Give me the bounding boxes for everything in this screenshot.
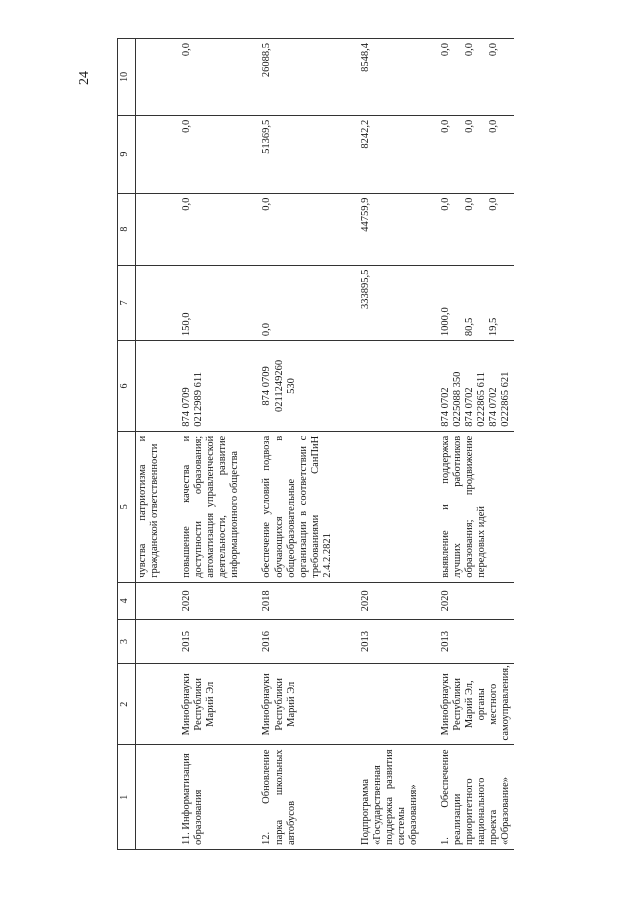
cell-value-7: 0,0 bbox=[257, 265, 355, 341]
program-table bbox=[117, 38, 514, 850]
col-header-1: 1 bbox=[118, 745, 136, 850]
cell-value-9: 51369,5 bbox=[257, 115, 355, 193]
table-row bbox=[169, 39, 257, 850]
cell-value-7 bbox=[136, 265, 170, 341]
cell-result bbox=[356, 431, 436, 582]
cell-executor: Минобрнауки Республики Марий Эл, органы местного самоуправления, bbox=[436, 664, 513, 745]
cell-value-10 bbox=[136, 39, 170, 116]
col-header-4: 4 bbox=[118, 582, 136, 619]
table-row bbox=[136, 39, 170, 850]
cell-value-8 bbox=[136, 193, 170, 265]
col-header-7: 7 bbox=[118, 265, 136, 341]
cell-end-year bbox=[136, 582, 170, 619]
col-header-2: 2 bbox=[118, 664, 136, 745]
cell-value-10: 26088,5 bbox=[257, 39, 355, 116]
cell-executor bbox=[356, 664, 436, 745]
cell-start-year: 2013 bbox=[356, 619, 436, 663]
cell-end-year: 2020 bbox=[356, 582, 436, 619]
cell-value-10: 0,0 0,0 0,0 bbox=[436, 39, 513, 116]
cell-value-10: 8548,4 bbox=[356, 39, 436, 116]
cell-budget-code: 874 0709 0212989 611 bbox=[169, 341, 257, 432]
cell-value-8: 0,0 bbox=[169, 193, 257, 265]
cell-value-8: 44759,9 bbox=[356, 193, 436, 265]
table-row bbox=[356, 39, 436, 850]
col-header-9: 9 bbox=[118, 115, 136, 193]
cell-value-9: 0,0 bbox=[169, 115, 257, 193]
col-header-3: 3 bbox=[118, 619, 136, 663]
cell-end-year: 2020 bbox=[436, 582, 513, 619]
table-row bbox=[257, 39, 355, 850]
cell-result: повышение качества и доступности образования; автоматизация управленческой деятельности, развитие информационного общества bbox=[169, 431, 257, 582]
col-header-10: 10 bbox=[118, 39, 136, 116]
cell-value-8: 0,0 bbox=[257, 193, 355, 265]
cell-end-year: 2020 bbox=[169, 582, 257, 619]
cell-value-9: 8242,2 bbox=[356, 115, 436, 193]
cell-executor bbox=[136, 664, 170, 745]
cell-budget-code bbox=[356, 341, 436, 432]
cell-result: чувства патриотизма и гражданской ответственности bbox=[136, 431, 170, 582]
col-header-5: 5 bbox=[118, 431, 136, 582]
cell-budget-code bbox=[136, 341, 170, 432]
cell-budget-code: 874 0709 0211249260 530 bbox=[257, 341, 355, 432]
cell-result: обеспечение условий подвоза обучающихся в общеобразовательные организации в соответствии с требованиями СанПиН 2.4.2.2821 bbox=[257, 431, 355, 582]
cell-value-7: 150,0 bbox=[169, 265, 257, 341]
cell-value-7: 1000,0 80,5 19,5 bbox=[436, 265, 513, 341]
col-header-6: 6 bbox=[118, 341, 136, 432]
cell-task: 12. Обновление парка школьных автобусов bbox=[257, 745, 355, 850]
cell-executor: Минобрнауки Республики Марий Эл bbox=[257, 664, 355, 745]
cell-start-year: 2013 bbox=[436, 619, 513, 663]
cell-end-year: 2018 bbox=[257, 582, 355, 619]
cell-value-9 bbox=[136, 115, 170, 193]
cell-executor: Минобрнауки Республики Марий Эл bbox=[169, 664, 257, 745]
cell-start-year bbox=[136, 619, 170, 663]
col-header-8: 8 bbox=[118, 193, 136, 265]
cell-start-year: 2015 bbox=[169, 619, 257, 663]
cell-start-year: 2016 bbox=[257, 619, 355, 663]
cell-task: Подпрограмма «Государственная поддержка развития системы образования» bbox=[356, 745, 436, 850]
rotated-page bbox=[117, 38, 617, 850]
cell-task: 11. Информатизация образования bbox=[169, 745, 257, 850]
cell-value-7: 333895,5 bbox=[356, 265, 436, 341]
cell-value-9: 0,0 0,0 0,0 bbox=[436, 115, 513, 193]
cell-value-8: 0,0 0,0 0,0 bbox=[436, 193, 513, 265]
header-row bbox=[118, 39, 136, 850]
cell-task bbox=[136, 745, 170, 850]
cell-budget-code: 874 0702 0225088 350 874 0702 0222865 611 874 0702 0222865 621 bbox=[436, 341, 513, 432]
table-row bbox=[436, 39, 513, 850]
cell-value-10: 0,0 bbox=[169, 39, 257, 116]
cell-task: 1. Обеспечение реализации приоритетного национального проекта «Образование» bbox=[436, 745, 513, 850]
page-number: 24 bbox=[77, 71, 92, 85]
cell-result: выявление и поддержка лучших работников образования; продвижение передовых идей bbox=[436, 431, 513, 582]
